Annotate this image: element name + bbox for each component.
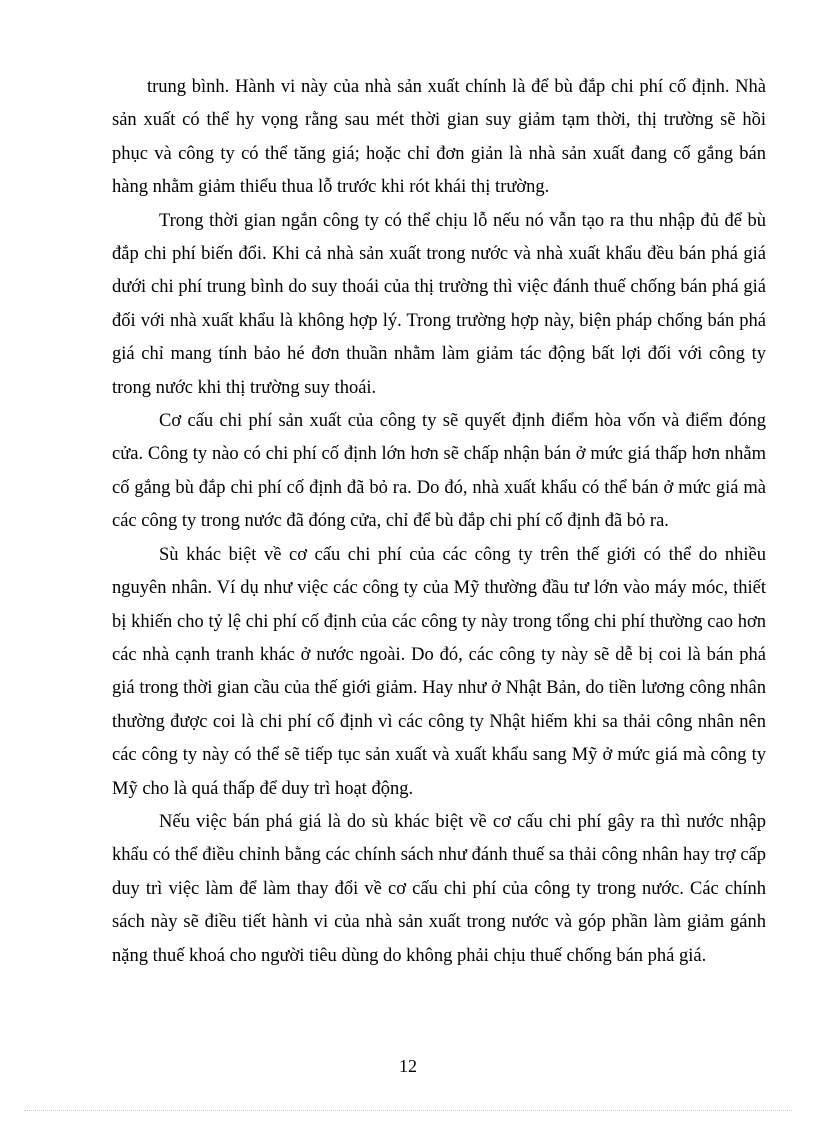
page-bottom-divider [24, 1110, 792, 1111]
page-number: 12 [399, 1056, 417, 1076]
paragraph-1: trung bình. Hành vi này của nhà sản xuất chính là để bù đắp chi phí cố định. Nhà sản xuất có thể hy vọng rằng sau mét thời gian suy giảm tạm thời, thị trường sẽ hồi phục và công ty có thể tăng giá; hoặc chỉ đơn giản là nhà sản xuất đang cố gắng bán hàng nhằm giảm thiểu thua lỗ trước khi rót khái thị trường. [112, 77, 766, 198]
paragraph-3: Cơ cấu chi phí sản xuất của công ty sẽ quyết định điểm hòa vốn và điểm đóng cửa. Công ty nào có chi phí cố định lớn hơn sẽ chấp nhận bán ở mức giá thấp hơn nhằm cố gắng bù đắp chi phí cố định đã bỏ ra. Do đó, nhà xuất khẩu có thể bán ở mức giá mà các công ty trong nước đã đóng cửa, chỉ để bù đắp chi phí cố định đã bỏ ra. [112, 411, 766, 532]
paragraph-2: Trong thời gian ngắn công ty có thể chịu lỗ nếu nó vẫn tạo ra thu nhập đủ để bù đắp chi phí biến đổi. Khi cả nhà sản xuất trong nước và nhà xuất khẩu đều bán phá giá dưới chi phí trung bình do suy thoái của thị trường thì việc đánh thuế chống bán phá giá đối với nhà xuất khẩu là không hợp lý. Trong trường hợp này, biện pháp chống bán phá giá chỉ mang tính bảo hé đơn thuần nhằm làm giảm tác động bất lợi đối với công ty trong nước khi thị trường suy thoái. [112, 210, 766, 398]
paragraph-5: Nếu việc bán phá giá là do sù khác biệt về cơ cấu chi phí gây ra thì nước nhập khẩu có thể điều chỉnh bằng các chính sách như đánh thuế sa thải công nhân hay trợ cấp duy trì việc làm để làm thay đổi về cơ cấu chi phí của công ty trong nước. Các chính sách này sẽ điều tiết hành vi của nhà sản xuất trong nước và góp phần làm giảm gánh nặng thuế khoá cho người tiêu dùng do không phải chịu thuế chống bán phá giá. [112, 811, 766, 966]
paragraph-4: Sù khác biệt về cơ cấu chi phí của các công ty trên thế giới có thể do nhiều nguyên nhân. Ví dụ như việc các công ty của Mỹ thường đầu tư lớn vào máy móc, thiết bị khiến cho tỷ lệ chi phí cố định của các công ty này trong tổng chi phí thường cao hơn các nhà cạnh tranh khác ở nước ngoài. Do đó, các công ty này sẽ dễ bị coi là bán phá giá trong thời gian cầu của thế giới giảm. Hay như ở Nhật Bản, do tiền lương công nhân thường được coi là chi phí cố định vì các công ty Nhật hiếm khi sa thải công nhân nên các công ty này có thể sẽ tiếp tục sản xuất và xuất khẩu sang Mỹ ở mức giá mà công ty Mỹ cho là quá thấp để duy trì hoạt động. [112, 544, 766, 799]
